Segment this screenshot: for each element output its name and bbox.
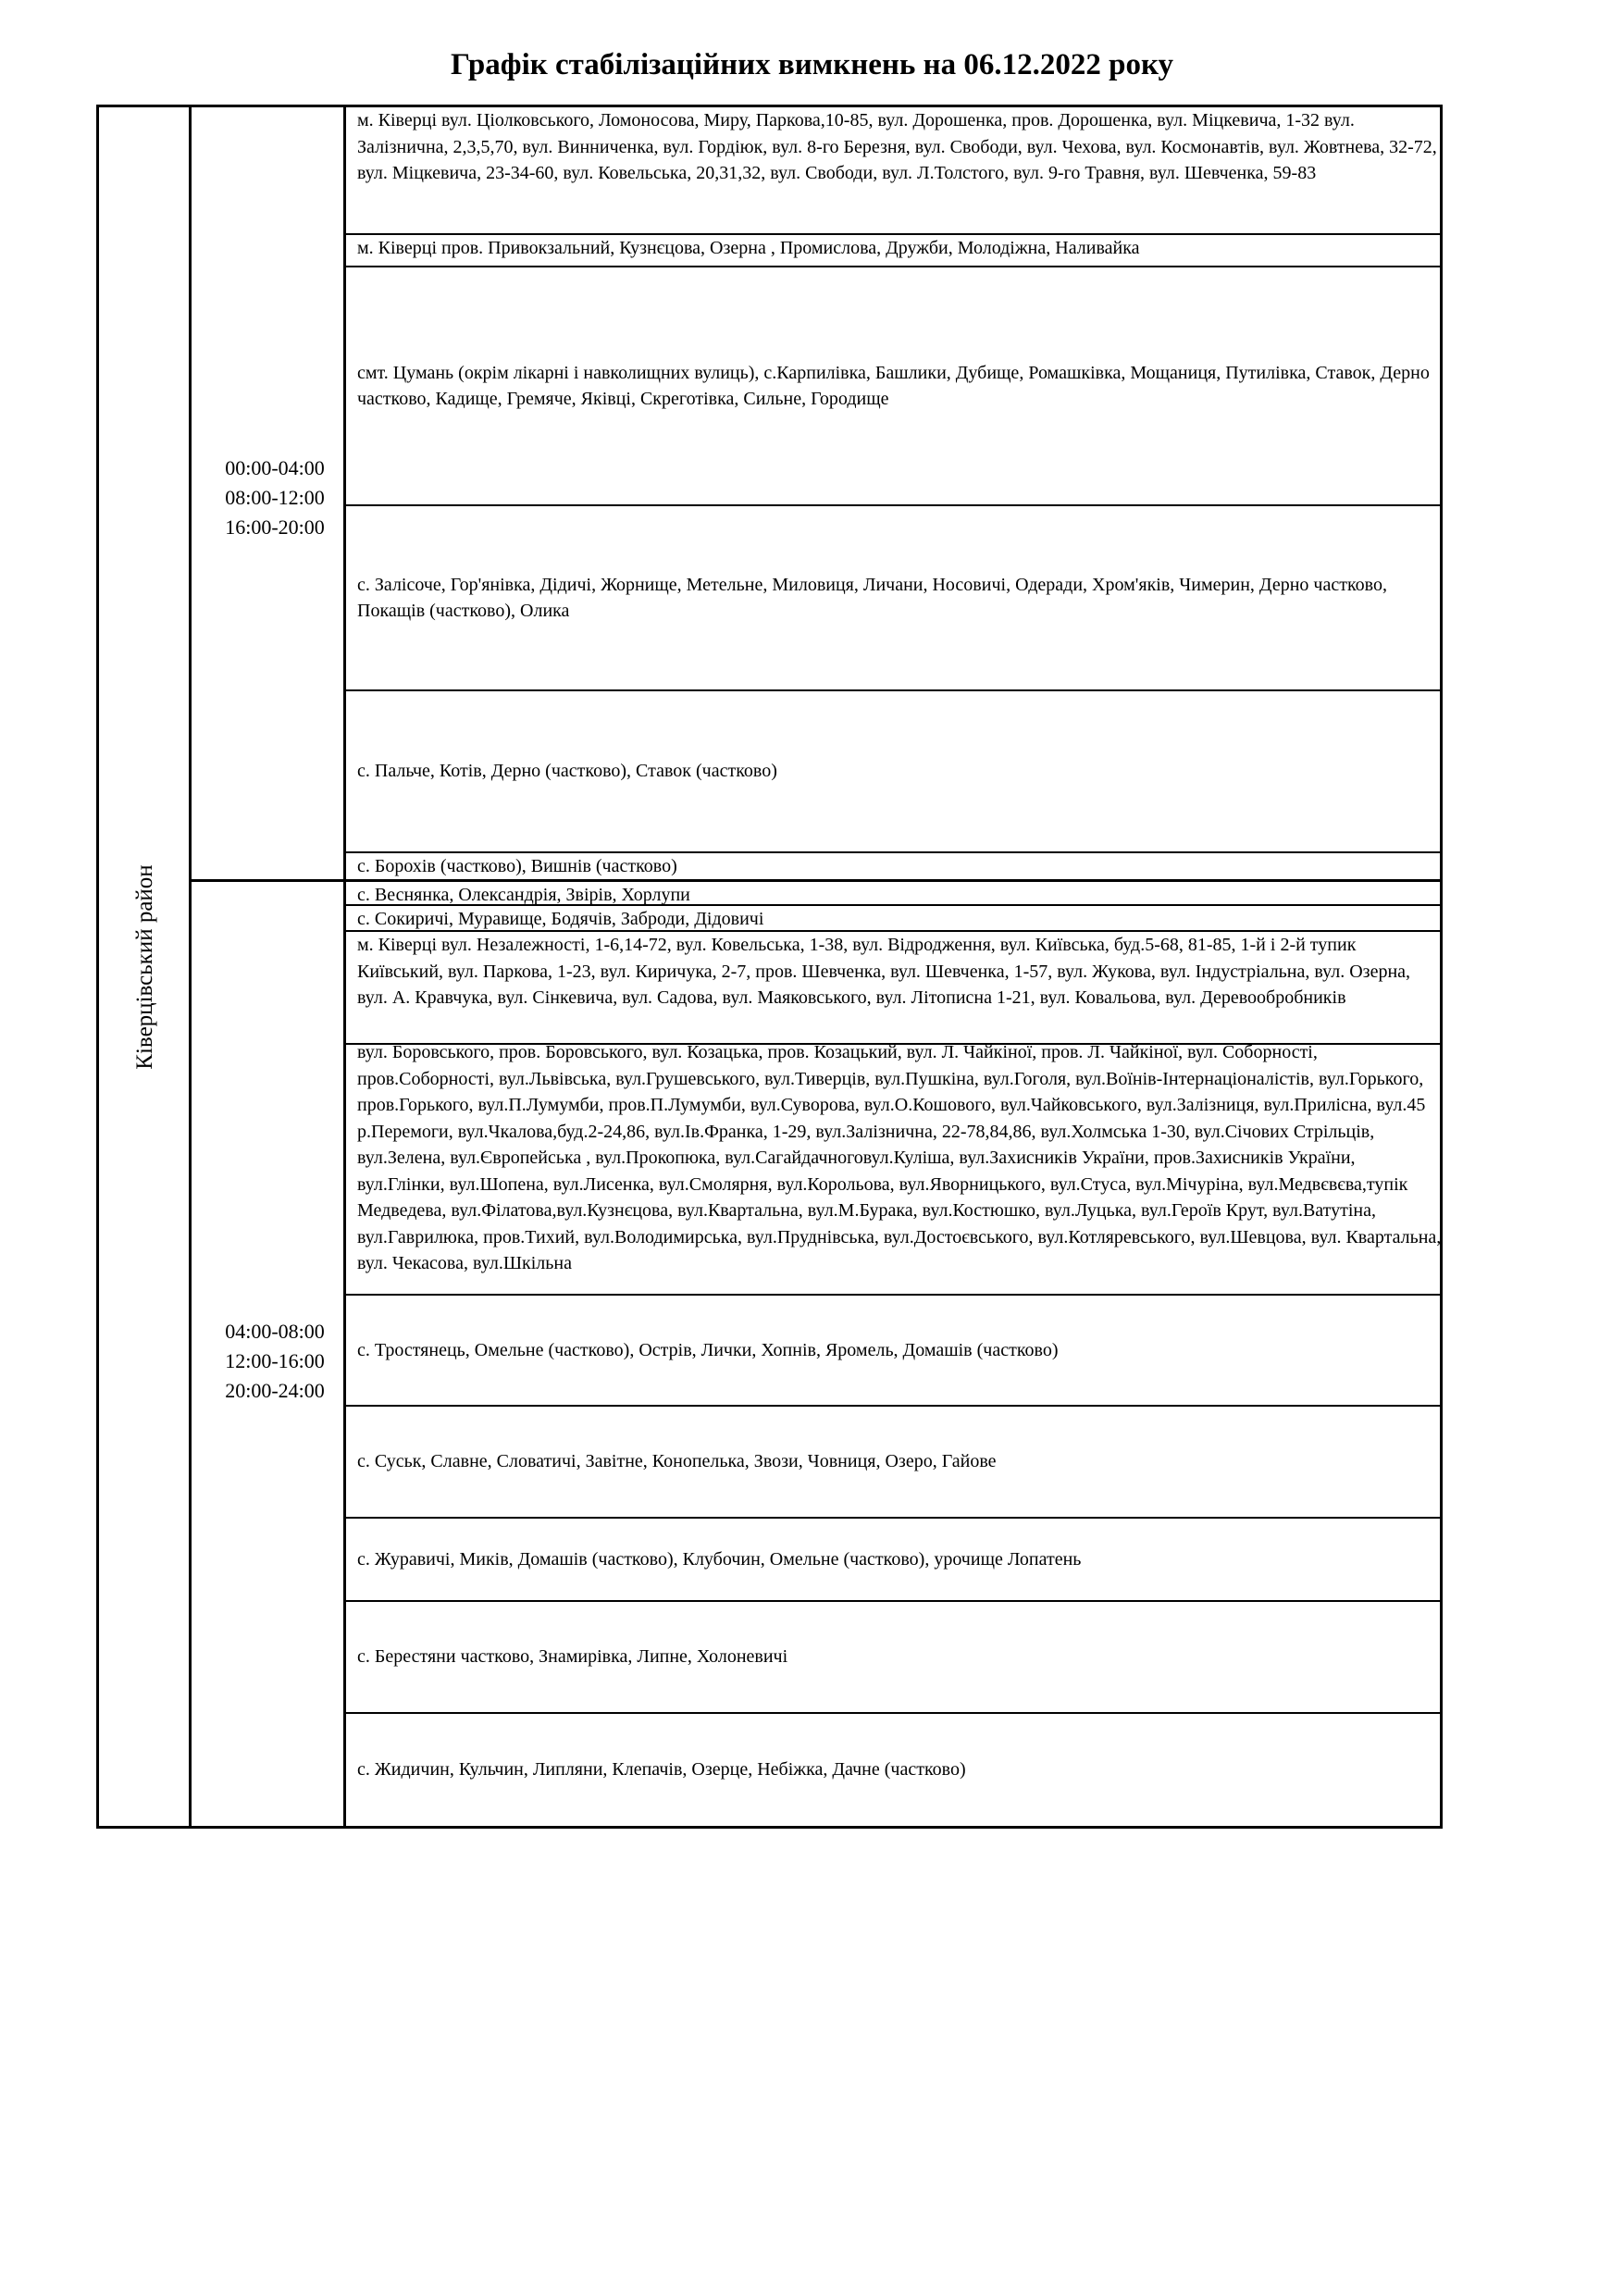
area-text: с. Тростянець, Омельне (частково), Острів, Лички, Хопнів, Яромель, Домашів (частково): [357, 1339, 1059, 1360]
area-row: [354, 1296, 1442, 1405]
time-slot: 04:00-08:00: [225, 1320, 325, 1343]
area-row: [354, 1407, 1442, 1517]
area-text: смт. Цумань (окрім лікарні і навколищних вулиць), с.Карпилівка, Башлики, Дубище, Ромашківка, Мощаниця, Путилівка, Ставок, Дерно частково, Кадище, Гремяче, Яківці, Скреготівка, Сильне, Городище: [357, 362, 1430, 409]
area-row: [354, 932, 1442, 1043]
page-title: Графік стабілізаційних вимкнень на 06.12.2022 року: [451, 48, 1173, 81]
area-row: [354, 1714, 1442, 1826]
area-row: [354, 506, 1442, 689]
time-slot: 12:00-16:00: [225, 1349, 325, 1372]
area-text: с. Журавичі, Миків, Домашів (частково), Клубочин, Омельне (частково), урочище Лопатень: [357, 1548, 1082, 1570]
area-text: с. Веснянка, Олександрія, Звірів, Хорлупи: [357, 885, 690, 904]
area-text: м. Ківерці вул. Ціолковського, Ломоносова, Миру, Паркова,10-85, вул. Дорошенка, пров. Дорошенка, вул. Міцкевича, 1-32 вул. Залізнична, 2,3,5,70, вул. Винниченка, вул. Гордіюк, вул. 8-го Березня, вул. Свободи, вул. Чехова, вул. Космонавтів, вул. Жовтнева, 32-72, вул. Міцкевича, 23-34-60, вул. Ковельська, 20,31,32, вул. Свободи, вул. Л.Толстого, вул. 9-го Травня, вул. Шевченка, 59-83: [357, 110, 1437, 183]
area-text: с. Жидичин, Кульчин, Липляни, Клепачів, Озерце, Небіжка, Дачне (частково): [357, 1759, 966, 1781]
area-row: [354, 107, 1442, 233]
area-row: [354, 1602, 1442, 1712]
time-slots-group-1: [210, 453, 340, 542]
area-row: [354, 1039, 1442, 1294]
time-slot: 20:00-24:00: [225, 1379, 325, 1402]
time-slot: 16:00-20:00: [225, 515, 325, 539]
area-text: с. Сокиричі, Муравище, Бодячів, Заброди, Дідовичі: [357, 909, 764, 929]
area-text: с. Пальче, Котів, Дерно (частково), Ставок (частково): [357, 761, 777, 782]
area-row: [354, 882, 1442, 904]
area-text: вул. Боровського, пров. Боровського, вул. Козацька, пров. Козацький, вул. Л. Чайкіної, пров. Л. Чайкіної, вул. Соборності, пров.Соборності, вул.Львівська, вул.Грушевського, вул.Тиверців, вул.Пушкіна, вул.Гоголя, вул.Воїнів-Інтернаціоналістів, вул.Горького, пров.Горького, вул.П.Лумумби, пров.П.Лумумби, вул.Суворова, вул.О.Кошового, вул.Чайковського, вул.Залізниця, вул.Прилісна, вул.45 р.Перемоги, вул.Чкалова,буд.2-24,86, вул.Ів.Франка, 1-29, вул.Залізнична, 22-78,84,86, вул.Холмська 1-30, вул.Січових Стрільців, вул.Зелена, вул.Європейська , вул.Прокопюка, вул.Сагайдачноговул.Куліша, вул.Захисників України, пров.Захисників України, вул.Глінки, вул.Шопена, вул.Лисенка, вул.Смолярня, вул.Корольова, вул.Яворницького, вул.Стуса, вул.Мічуріна, вул.Медвєвєва,тупік Медведева, вул.Філатова,вул.Кузнєцова, вул.Квартальна, вул.М.Бурака, вул.Костюшко, вул.Луцька, вул.Героїв Крут, вул.Ватутіна, вул.Гаврилюка, пров.Тихий, вул.Володимирська, вул.Пруднівська, вул.Достоєвського, вул.Котляревського, вул.Шевцова, вул. Квартальна, вул. Чекасова, вул.Шкільна: [357, 1042, 1442, 1273]
time-slot: 08:00-12:00: [225, 486, 325, 509]
district-label: Ківерцівський район: [132, 863, 157, 1070]
area-row: [354, 691, 1442, 851]
area-text: м. Ківерці пров. Привокзальний, Кузнєцова, Озерна , Промислова, Дружби, Молодіжна, Наливайка: [357, 238, 1140, 258]
schedule-table: [96, 105, 1443, 1829]
district-cell: [99, 107, 192, 1826]
area-text: с. Залісоче, Гор'янівка, Дідичі, Жорнище, Метельне, Миловиця, Личани, Носовичі, Одеради, Хром'яків, Чимерин, Дерно частково, Покащів (частково), Олика: [357, 574, 1387, 621]
area-text: с. Борохів (частково), Вишнів (частково): [357, 856, 677, 876]
area-row: [354, 235, 1442, 266]
area-row: [354, 1519, 1442, 1600]
time-slot: 00:00-04:00: [225, 456, 325, 479]
time-slots-group-2: [210, 1317, 340, 1406]
area-row: [354, 853, 1442, 879]
area-row: [354, 267, 1442, 504]
column-divider: [343, 107, 346, 1826]
area-text: м. Ківерці вул. Незалежності, 1-6,14-72, вул. Ковельська, 1-38, вул. Відродження, вул. Київська, буд.5-68, 81-85, 1-й і 2-й тупик Київський, вул. Паркова, 1-23, вул. Киричука, 2-7, пров. Шевченка, вул. Шевченка, 1-57, вул. Жукова, вул. Індустріальна, вул. Озерна, вул. А. Кравчука, вул. Сінкевича, вул. Садова, вул. Маяковського, вул. Літописна 1-21, вул. Ковальова, вул. Деревообробників: [357, 935, 1411, 1008]
area-row: [354, 906, 1442, 930]
area-text: с. Суськ, Славне, Словатичі, Завітне, Конопелька, Звози, Човниця, Озеро, Гайове: [357, 1451, 997, 1472]
area-text: с. Берестяни частково, Знамирівка, Липне, Холоневичі: [357, 1646, 788, 1668]
